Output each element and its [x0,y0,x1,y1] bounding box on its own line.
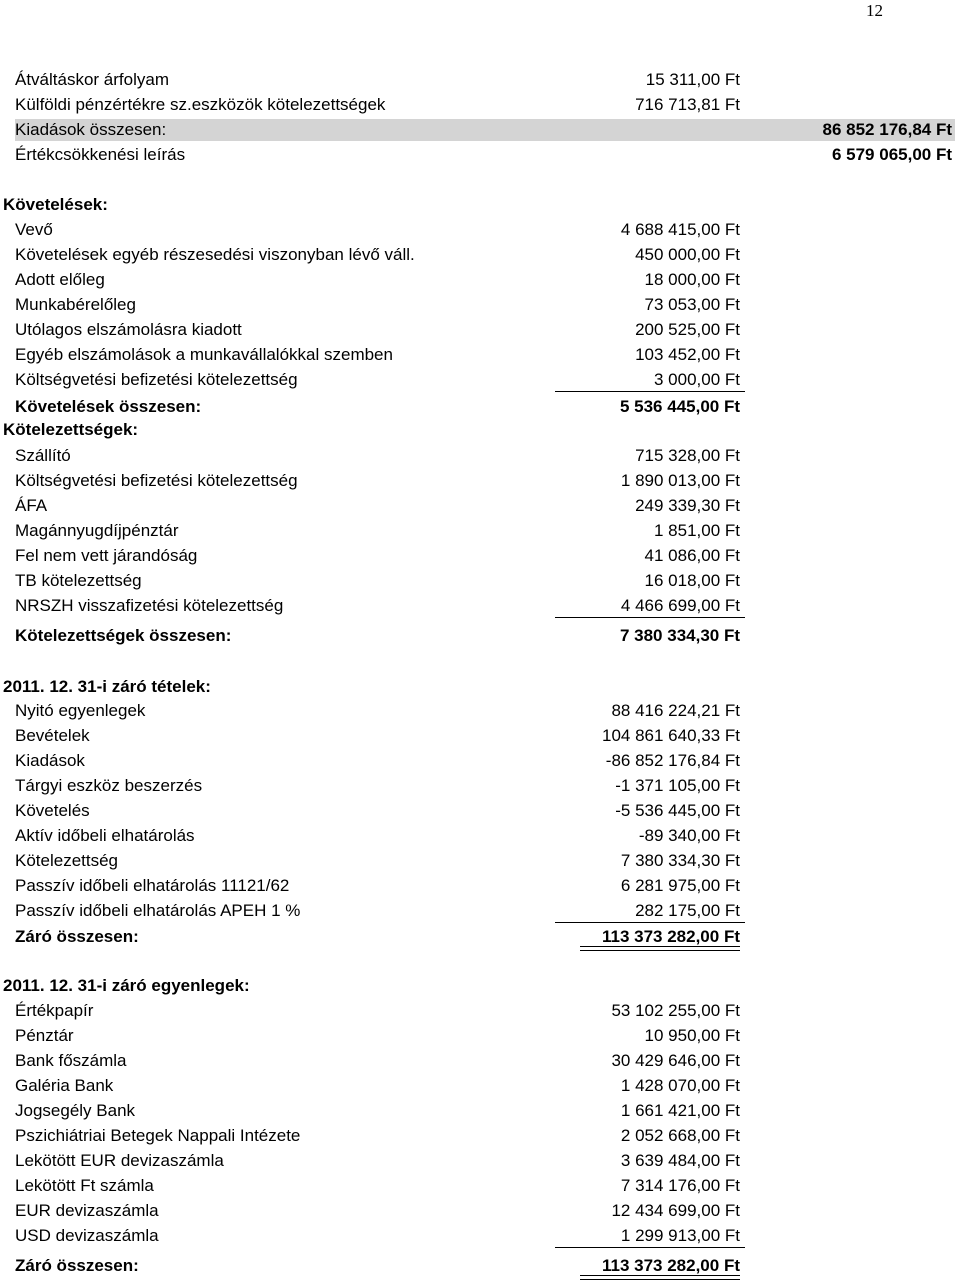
row-amount: 716 713,81 Ft [635,95,740,114]
item-amount: 4 688 415,00 Ft [620,220,740,239]
list-item [0,1224,960,1248]
item-label: TB kötelezettség [15,571,142,590]
item-label: Jogsegély Bank [15,1101,136,1120]
item-label: Költségvetési befizetési kötelezettség [15,370,298,389]
list-item [0,243,960,267]
row-kiadasok-osszesen [0,118,960,142]
item-amount: 103 452,00 Ft [635,345,740,364]
item-label: Követelések egyéb részesedési viszonyban lévő váll. [15,245,415,264]
item-label: Egyéb elszámolások a munkavállalókkal szemben [15,345,393,364]
item-amount: 249 339,30 Ft [635,496,740,515]
item-label: NRSZH visszafizetési kötelezettség [15,596,284,615]
list-item [0,544,960,568]
list-item [0,1074,960,1098]
item-amount: 73 053,00 Ft [644,295,740,314]
item-label: Kötelezettség [15,851,119,870]
item-amount: 450 000,00 Ft [635,245,740,264]
total-label: Kötelezettségek összesen: [15,626,232,645]
item-amount: -89 340,00 Ft [638,826,740,845]
item-label: Magánnyugdíjpénztár [15,521,179,540]
item-amount: 53 102 255,00 Ft [611,1001,740,1020]
item-amount: -1 371 105,00 Ft [615,776,740,795]
item-label: Passzív időbeli elhatárolás APEH 1 % [15,901,301,920]
section-heading-zaro-tetelek [0,675,960,699]
item-label: Galéria Bank [15,1076,114,1095]
row-amount: 6 579 065,00 Ft [831,145,952,164]
section-heading-zaro-egyenlegek [0,974,960,998]
list-item [0,494,960,518]
item-label: ÁFA [15,496,48,515]
item-label: Utólagos elszámolásra kiadott [15,320,242,339]
list-item [0,444,960,468]
section-heading: 2011. 12. 31-i záró egyenlegek: [3,976,250,995]
item-amount: 6 281 975,00 Ft [620,876,740,895]
list-item [0,293,960,317]
double-underline [580,1275,740,1280]
item-label: Vevő [15,220,53,239]
zaro-egyenlegek-total-row [0,1254,960,1278]
kotelezettsegek-total-row [0,624,960,648]
item-amount: 41 086,00 Ft [644,546,740,565]
section-heading: Kötelezettségek: [3,420,139,439]
row-atvaltaskor [0,68,960,92]
list-item [0,1124,960,1148]
row-ertekcsokkenes [0,143,960,167]
item-label: EUR devizaszámla [15,1201,159,1220]
list-item [0,343,960,367]
page-number: 12 [866,1,883,20]
item-amount: 3 639 484,00 Ft [620,1151,740,1170]
item-label: Passzív időbeli elhatárolás 11121/62 [15,876,290,895]
total-amount: 5 536 445,00 Ft [619,397,740,416]
item-amount: 12 434 699,00 Ft [611,1201,740,1220]
list-item [0,368,960,392]
item-amount: 10 950,00 Ft [644,1026,740,1045]
item-amount: -5 536 445,00 Ft [615,801,740,820]
item-amount: 282 175,00 Ft [635,901,740,920]
row-amount: 15 311,00 Ft [645,70,740,89]
item-amount: 2 052 668,00 Ft [620,1126,740,1145]
row-amount: 86 852 176,84 Ft [822,120,952,139]
row-label: Kiadások összesen: [15,120,167,139]
item-label: Munkabérelőleg [15,295,136,314]
item-amount: 4 466 699,00 Ft [620,596,740,615]
item-amount: 1 428 070,00 Ft [620,1076,740,1095]
list-item [0,874,960,898]
item-amount: 7 314 176,00 Ft [620,1176,740,1195]
list-item [0,594,960,618]
item-label: Adott előleg [15,270,105,289]
item-label: Lekötött EUR devizaszámla [15,1151,224,1170]
item-amount: 18 000,00 Ft [644,270,740,289]
item-amount: 7 380 334,30 Ft [620,851,740,870]
list-item [0,268,960,292]
item-amount: 1 851,00 Ft [653,521,740,540]
item-label: Aktív időbeli elhatárolás [15,826,195,845]
list-item [0,1174,960,1198]
item-amount: 1 890 013,00 Ft [620,471,740,490]
total-amount: 7 380 334,30 Ft [619,626,740,645]
item-amount: 16 018,00 Ft [644,571,740,590]
item-label: Fel nem vett járandóság [15,546,198,565]
item-amount: 1 661 421,00 Ft [620,1101,740,1120]
total-label: Záró összesen: [15,927,139,946]
list-item [0,899,960,923]
subtotal-rule [555,391,745,392]
list-item [0,318,960,342]
list-item [0,569,960,593]
item-amount: -86 852 176,84 Ft [605,751,740,770]
section-heading-kovetelesek [0,193,960,217]
item-amount: 715 328,00 Ft [635,446,740,465]
list-item [0,799,960,823]
list-item [0,218,960,242]
list-item [0,774,960,798]
item-label: Szállító [15,446,71,465]
list-item [0,1024,960,1048]
total-amount: 113 373 282,00 Ft [601,927,740,946]
row-kulfoldi [0,93,960,117]
item-label: Pszichiátriai Betegek Nappali Intézete [15,1126,301,1145]
subtotal-rule [555,922,745,923]
total-label: Záró összesen: [15,1256,139,1275]
item-amount: 1 299 913,00 Ft [620,1226,740,1245]
list-item [0,824,960,848]
item-amount: 200 525,00 Ft [635,320,740,339]
zaro-tetelek-total-row [0,925,960,949]
double-underline [580,946,740,951]
item-label: Pénztár [15,1026,74,1045]
item-label: Bank főszámla [15,1051,127,1070]
item-label: Költségvetési befizetési kötelezettség [15,471,298,490]
list-item [0,469,960,493]
list-item [0,1199,960,1223]
item-label: Kiadások [15,751,85,770]
section-heading: Követelések: [3,195,108,214]
item-amount: 104 861 640,33 Ft [601,726,740,745]
list-item [0,519,960,543]
row-label: Átváltáskor árfolyam [15,70,169,89]
list-item [0,699,960,723]
item-label: Követelés [15,801,90,820]
list-item [0,999,960,1023]
total-label: Követelések összesen: [15,397,202,416]
item-label: Nyitó egyenlegek [15,701,146,720]
subtotal-rule [555,1247,745,1248]
row-label: Értékcsökkenési leírás [15,145,186,164]
list-item [0,849,960,873]
list-item [0,1049,960,1073]
item-amount: 88 416 224,21 Ft [611,701,740,720]
list-item [0,724,960,748]
section-heading: 2011. 12. 31-i záró tételek: [3,677,211,696]
kovetelesek-total-row [0,395,960,419]
item-label: Bevételek [15,726,90,745]
subtotal-rule [555,617,745,618]
item-amount: 30 429 646,00 Ft [611,1051,740,1070]
item-label: Lekötött Ft számla [15,1176,154,1195]
item-label: Értékpapír [15,1001,94,1020]
item-label: Tárgyi eszköz beszerzés [15,776,203,795]
list-item [0,1099,960,1123]
list-item [0,1149,960,1173]
item-amount: 3 000,00 Ft [653,370,740,389]
list-item [0,749,960,773]
total-amount: 113 373 282,00 Ft [601,1256,740,1275]
row-label: Külföldi pénzértékre sz.eszközök kötelezettségek [15,95,386,114]
section-heading-kotelezettsegek [0,418,960,442]
item-label: USD devizaszámla [15,1226,159,1245]
